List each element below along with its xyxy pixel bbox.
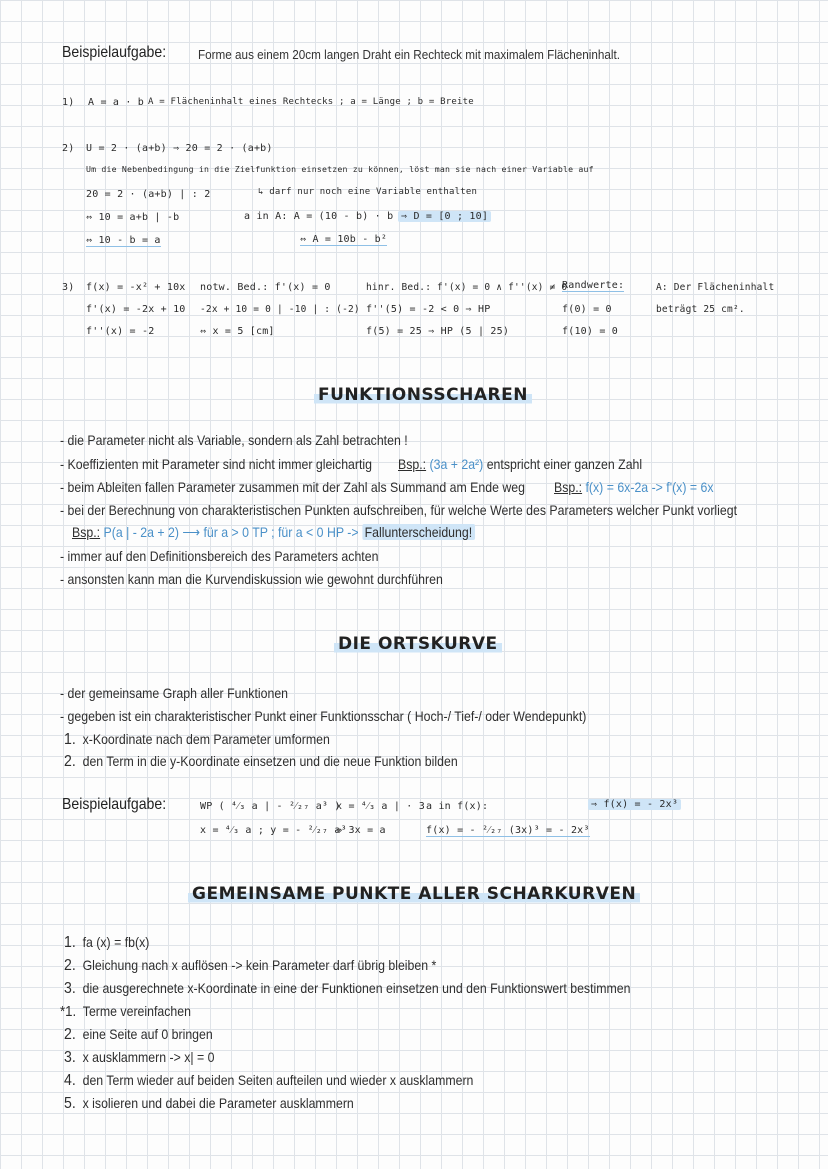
- step3-c4-2: f(10) = 0: [562, 326, 618, 337]
- s2-step-0-text: x-Koordinate nach dem Parameter umformen: [82, 731, 330, 747]
- example-expression-1: (3a + 2a²): [429, 456, 484, 472]
- step2-line5b: ⇔ A = 10b - b²: [300, 234, 388, 245]
- step1-num: 1): [62, 97, 75, 108]
- s2-step-1: [64, 753, 458, 771]
- step3-c4-0: Randwerte:: [562, 280, 625, 291]
- s1-line-1: - Koeffizienten mit Parameter sind nicht immer gleichartig: [60, 456, 373, 472]
- s1-line-2-bsp: [554, 479, 713, 495]
- s3-sub-1-text: eine Seite auf 0 bringen: [82, 1026, 213, 1042]
- step1-formula: A = a · b: [88, 97, 144, 108]
- s2-step-0: [64, 731, 330, 749]
- step2-num: 2): [62, 143, 75, 154]
- s3-sub-4-text: x isolieren und dabei die Parameter ausklammern: [82, 1095, 354, 1111]
- s3-step-2: [64, 980, 630, 998]
- s3-step-1-num: 2.: [64, 957, 76, 974]
- step3-num: 3): [62, 282, 75, 293]
- s3-step-1: [64, 957, 436, 975]
- s3-sub-4-num: 5.: [64, 1095, 76, 1112]
- section2-title: DIE ORTSKURVE: [334, 634, 502, 654]
- s3-sub-1: [64, 1026, 213, 1044]
- example2-c2b: ⇔ 3x = a: [336, 825, 386, 836]
- example2-wp: WP ( ⁴⁄₃ a | - ²⁄₂₇ a³ ): [200, 801, 341, 812]
- s1-line-2: - beim Ableiten fallen Parameter zusammen mit der Zahl als Summand am Ende weg: [60, 479, 525, 495]
- s3-step-2-num: 3.: [64, 980, 76, 997]
- step2-line3: 20 = 2 · (a+b) | : 2: [86, 189, 211, 200]
- step2-note: ↳ darf nur noch eine Variable enthalten: [258, 187, 478, 197]
- s2-step-1-text: den Term in die y-Koordinate einsetzen und die neue Funktion bilden: [82, 753, 458, 769]
- s2-line-0: - der gemeinsame Graph aller Funktionen: [60, 685, 289, 701]
- example2-result: ⇒ f(x) = - 2x³: [588, 799, 681, 810]
- s1-line-1-row: [60, 456, 415, 474]
- s3-step-2-text: die ausgerechnete x-Koordinate in eine der Funktionen einsetzen und den Funktionswert bestimmen: [82, 980, 631, 996]
- step3-c2-1: -2x + 10 = 0 | -10 | : (-2): [200, 304, 360, 315]
- step2-line4b: a in A: A = (10 - b) · b: [244, 211, 394, 222]
- step2-line4a: ⇔ 10 = a+b | -b: [86, 212, 180, 223]
- s3-sub-2-text: x ausklammern -> x| = 0: [82, 1049, 215, 1065]
- s1-line-3: - bei der Berechnung von charakteristischen Punkten aufschreiben, für welche Werte des Parameters welcher Punkt vorliegt: [60, 502, 738, 518]
- example1-block: [0, 0, 828, 350]
- bsp-label: Bsp.:: [72, 524, 101, 540]
- s2-step-1-num: 2.: [64, 753, 76, 770]
- s3-sub-0-num: *1.: [60, 1003, 77, 1020]
- s1-line-1-bsp: [398, 456, 642, 472]
- step3-c5-0: A: Der Flächeninhalt: [656, 282, 775, 293]
- s3-sub-3-text: den Term wieder auf beiden Seiten aufteilen und wieder x ausklammern: [82, 1072, 474, 1088]
- step3-c5-1: beträgt 25 cm².: [656, 304, 745, 315]
- example1-label: Beispielaufgabe:: [62, 44, 167, 61]
- step1-desc: A = Flächeninhalt eines Rechtecks ; a = Länge ; b = Breite: [148, 97, 474, 107]
- s3-sub-2-num: 3.: [64, 1049, 76, 1066]
- step3-c3-1: f''(5) = -2 < 0 ⇒ HP: [366, 304, 491, 315]
- s3-step-1-text: Gleichung nach x auflösen -> kein Parameter darf übrig bleiben *: [82, 957, 437, 973]
- example2-xy: x = ⁴⁄₃ a ; y = - ²⁄₂₇ a³: [200, 825, 347, 836]
- s3-sub-2: [64, 1049, 215, 1067]
- step3-c1-2: f''(x) = -2: [86, 326, 155, 337]
- s3-sub-0: [60, 1003, 191, 1020]
- section1-title: FUNKTIONSSCHAREN: [314, 385, 532, 405]
- s3-sub-1-num: 2.: [64, 1026, 76, 1043]
- s2-step-0-num: 1.: [64, 731, 76, 748]
- s3-step-0: [64, 934, 149, 952]
- step3-c3-0: hinr. Bed.: f'(x) = 0 ∧ f''(x) ≠ 0: [366, 282, 568, 293]
- step3-c2-0: notw. Bed.: f'(x) = 0: [200, 282, 331, 293]
- example2-label: Beispielaufgabe:: [62, 796, 167, 813]
- s3-sub-0-text: Terme vereinfachen: [82, 1003, 191, 1019]
- example-expression-3: P(a | - 2a + 2) ⟶ für a > 0 TP ; für a < 0 HP ->: [103, 524, 359, 540]
- bsp-label: Bsp.:: [554, 479, 583, 495]
- step3-c3-2: f(5) = 25 ⇒ HP (5 | 25): [366, 326, 510, 337]
- step3-c4-1: f(0) = 0: [562, 304, 612, 315]
- s1-line-5: - ansonsten kann man die Kurvendiskussion wie gewohnt durchführen: [60, 571, 443, 587]
- s3-sub-3-num: 4.: [64, 1072, 76, 1089]
- example2-c3b: f(x) = - ²⁄₂₇ (3x)³ = - 2x³: [426, 825, 590, 836]
- step2-line5a: ⇔ 10 - b = a: [86, 235, 161, 246]
- s1-line-3-bsp: [72, 524, 475, 541]
- section3-title: GEMEINSAME PUNKTE ALLER SCHARKURVEN: [188, 884, 640, 904]
- s1-line-0: - die Parameter nicht als Variable, sondern als Zahl betrachten !: [60, 432, 408, 448]
- step3-c2-2: ⇔ x = 5 [cm]: [200, 326, 275, 337]
- s3-step-0-text: fa (x) = fb(x): [82, 934, 150, 950]
- case-distinction: Fallunterscheidung!: [362, 524, 475, 540]
- example-expression-2: f(x) = 6x-2a -> f'(x) = 6x: [585, 479, 714, 495]
- s1-line-4: - immer auf den Definitionsbereich des Parameters achten: [60, 548, 379, 564]
- step2-domain: ⇒ D = [0 ; 10]: [398, 211, 491, 222]
- example2-c2a: x = ⁴⁄₃ a | · 3: [336, 801, 425, 812]
- s3-step-0-num: 1.: [64, 934, 76, 951]
- step2-line2: Um die Nebenbedingung in die Zielfunktion einsetzen zu können, löst man sie nach einer Variable auf: [86, 164, 594, 174]
- step3-c1-0: f(x) = -x² + 10x: [86, 282, 186, 293]
- s2-line-1: - gegeben ist ein charakteristischer Punkt einer Funktionsschar ( Hoch-/ Tief-/ oder Wendepunkt): [60, 708, 587, 724]
- s3-sub-4: [64, 1095, 354, 1113]
- bsp-label: Bsp.:: [398, 456, 427, 472]
- example1-task: Forme aus einem 20cm langen Draht ein Rechteck mit maximalem Flächeninhalt.: [198, 47, 621, 62]
- s3-sub-3: [64, 1072, 473, 1090]
- example2-c3a: a in f(x):: [426, 801, 489, 812]
- step3-c1-1: f'(x) = -2x + 10: [86, 304, 186, 315]
- example-expression-1-tail: entspricht einer ganzen Zahl: [486, 456, 643, 472]
- step2-line1: U = 2 · (a+b) ⇒ 20 = 2 · (a+b): [86, 143, 273, 154]
